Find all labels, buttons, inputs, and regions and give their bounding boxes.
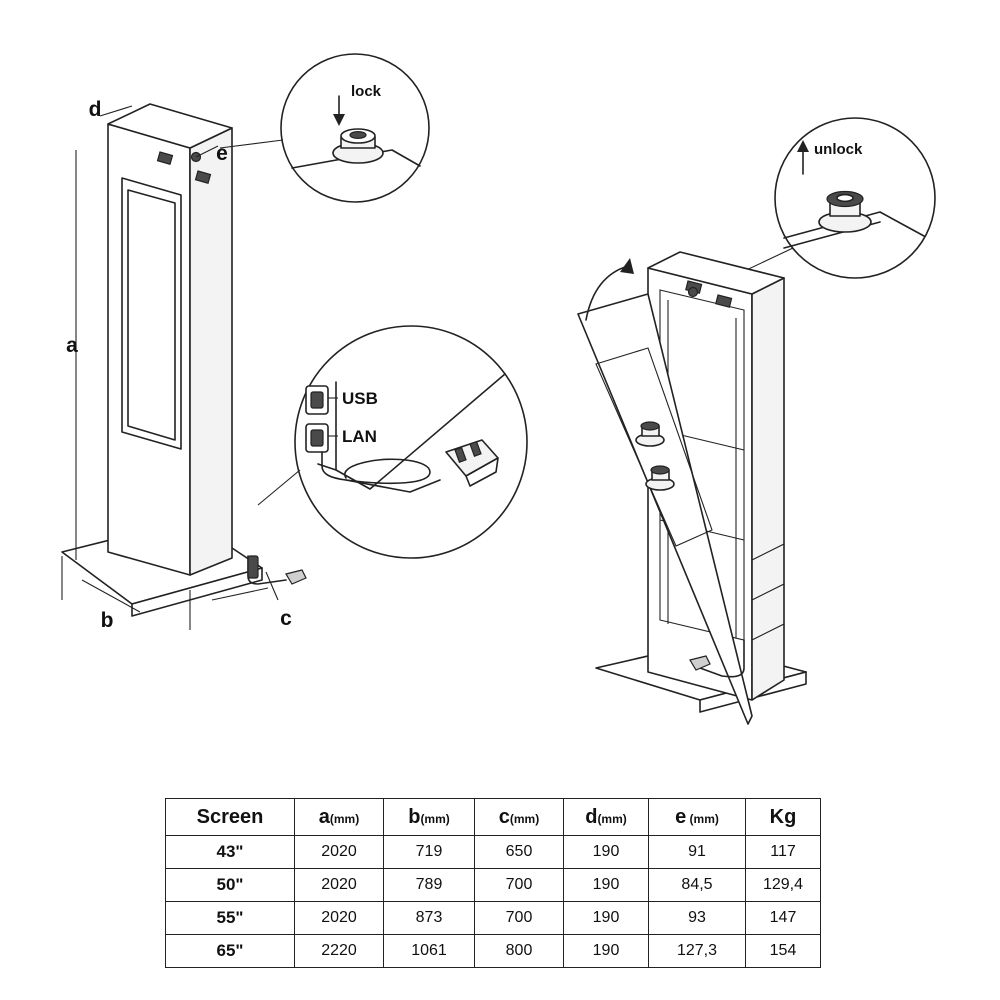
cell-a: 2020 — [295, 869, 384, 902]
lock-knob-center — [350, 132, 366, 139]
cell-d: 190 — [564, 869, 649, 902]
dim-tick-c-right — [266, 572, 278, 600]
cell-a: 2020 — [295, 902, 384, 935]
ports-callout-leader — [258, 470, 300, 505]
ports-callout-boundary — [295, 326, 527, 558]
unlock-label: unlock — [814, 141, 863, 158]
header-c — [475, 799, 564, 836]
table-row — [166, 935, 821, 968]
cell-screen: 50" — [166, 869, 295, 902]
header-d-label: d — [585, 805, 598, 828]
door-swing-arrowhead — [620, 258, 634, 274]
header-c-label: c — [498, 805, 510, 828]
header-d — [564, 799, 649, 836]
ports-callout-circle — [258, 326, 527, 558]
header-screen — [166, 799, 295, 836]
cell-b: 719 — [384, 836, 475, 869]
lock-callout-circle — [220, 54, 429, 202]
lock-screw-right — [689, 288, 698, 297]
cell-e: 127,3 — [649, 935, 746, 968]
unlock-knob-center — [837, 195, 853, 202]
column-side-face — [190, 128, 232, 575]
cell-c: 700 — [475, 902, 564, 935]
left-totem-view — [62, 104, 306, 630]
usb-port-detail — [306, 386, 328, 414]
header-c-unit: (mm) — [509, 811, 540, 826]
usb-label: USB — [342, 389, 378, 408]
label-d: d — [88, 98, 102, 121]
cell-d: 190 — [564, 902, 649, 935]
header-b-unit: (mm) — [420, 811, 450, 826]
label-b: b — [100, 609, 114, 632]
cell-screen: 43" — [166, 836, 295, 869]
screen-panel — [128, 190, 175, 440]
header-e-label: e — [675, 805, 687, 828]
table-row — [166, 836, 821, 869]
cell-e: 91 — [649, 836, 746, 869]
cell-screen: 65" — [166, 935, 295, 968]
label-a: a — [66, 334, 78, 357]
cell-c: 650 — [475, 836, 564, 869]
header-kg-label: Kg — [769, 805, 797, 828]
cell-b: 873 — [384, 902, 475, 935]
lan-port-detail — [306, 424, 328, 452]
header-b — [384, 799, 475, 836]
cell-kg: 147 — [746, 902, 821, 935]
cell-kg: 117 — [746, 836, 821, 869]
cell-kg: 129,4 — [746, 869, 821, 902]
dimensions-table — [165, 798, 821, 968]
header-a-unit: (mm) — [329, 811, 360, 826]
header-a-label: a — [318, 805, 330, 828]
table-row — [166, 902, 821, 935]
header-kg — [746, 799, 821, 836]
cell-c: 700 — [475, 869, 564, 902]
cell-d: 190 — [564, 836, 649, 869]
cell-a: 2220 — [295, 935, 384, 968]
table-row — [166, 869, 821, 902]
cell-b: 1061 — [384, 935, 475, 968]
cell-e: 84,5 — [649, 869, 746, 902]
cell-d: 190 — [564, 935, 649, 968]
cell-screen: 55" — [166, 902, 295, 935]
cabinet-side — [752, 278, 784, 700]
label-e: e — [216, 142, 228, 165]
header-screen-label: Screen — [196, 805, 264, 828]
label-c: c — [280, 607, 292, 630]
cell-c: 800 — [475, 935, 564, 968]
cell-a: 2020 — [295, 836, 384, 869]
table-header-row — [166, 799, 821, 836]
cell-e: 93 — [649, 902, 746, 935]
lan-label: LAN — [342, 427, 377, 446]
cell-b: 789 — [384, 869, 475, 902]
power-plug-left — [286, 570, 306, 584]
lock-label: lock — [351, 83, 382, 100]
cable-socket-left — [248, 556, 258, 578]
right-totem-view — [578, 252, 806, 724]
lock-callout-boundary — [281, 54, 429, 202]
cell-kg: 154 — [746, 935, 821, 968]
header-e-unit: (mm) — [686, 811, 719, 826]
header-a — [295, 799, 384, 836]
header-d-unit: (mm) — [597, 811, 627, 826]
header-b-label: b — [408, 805, 421, 828]
header-e — [649, 799, 746, 836]
